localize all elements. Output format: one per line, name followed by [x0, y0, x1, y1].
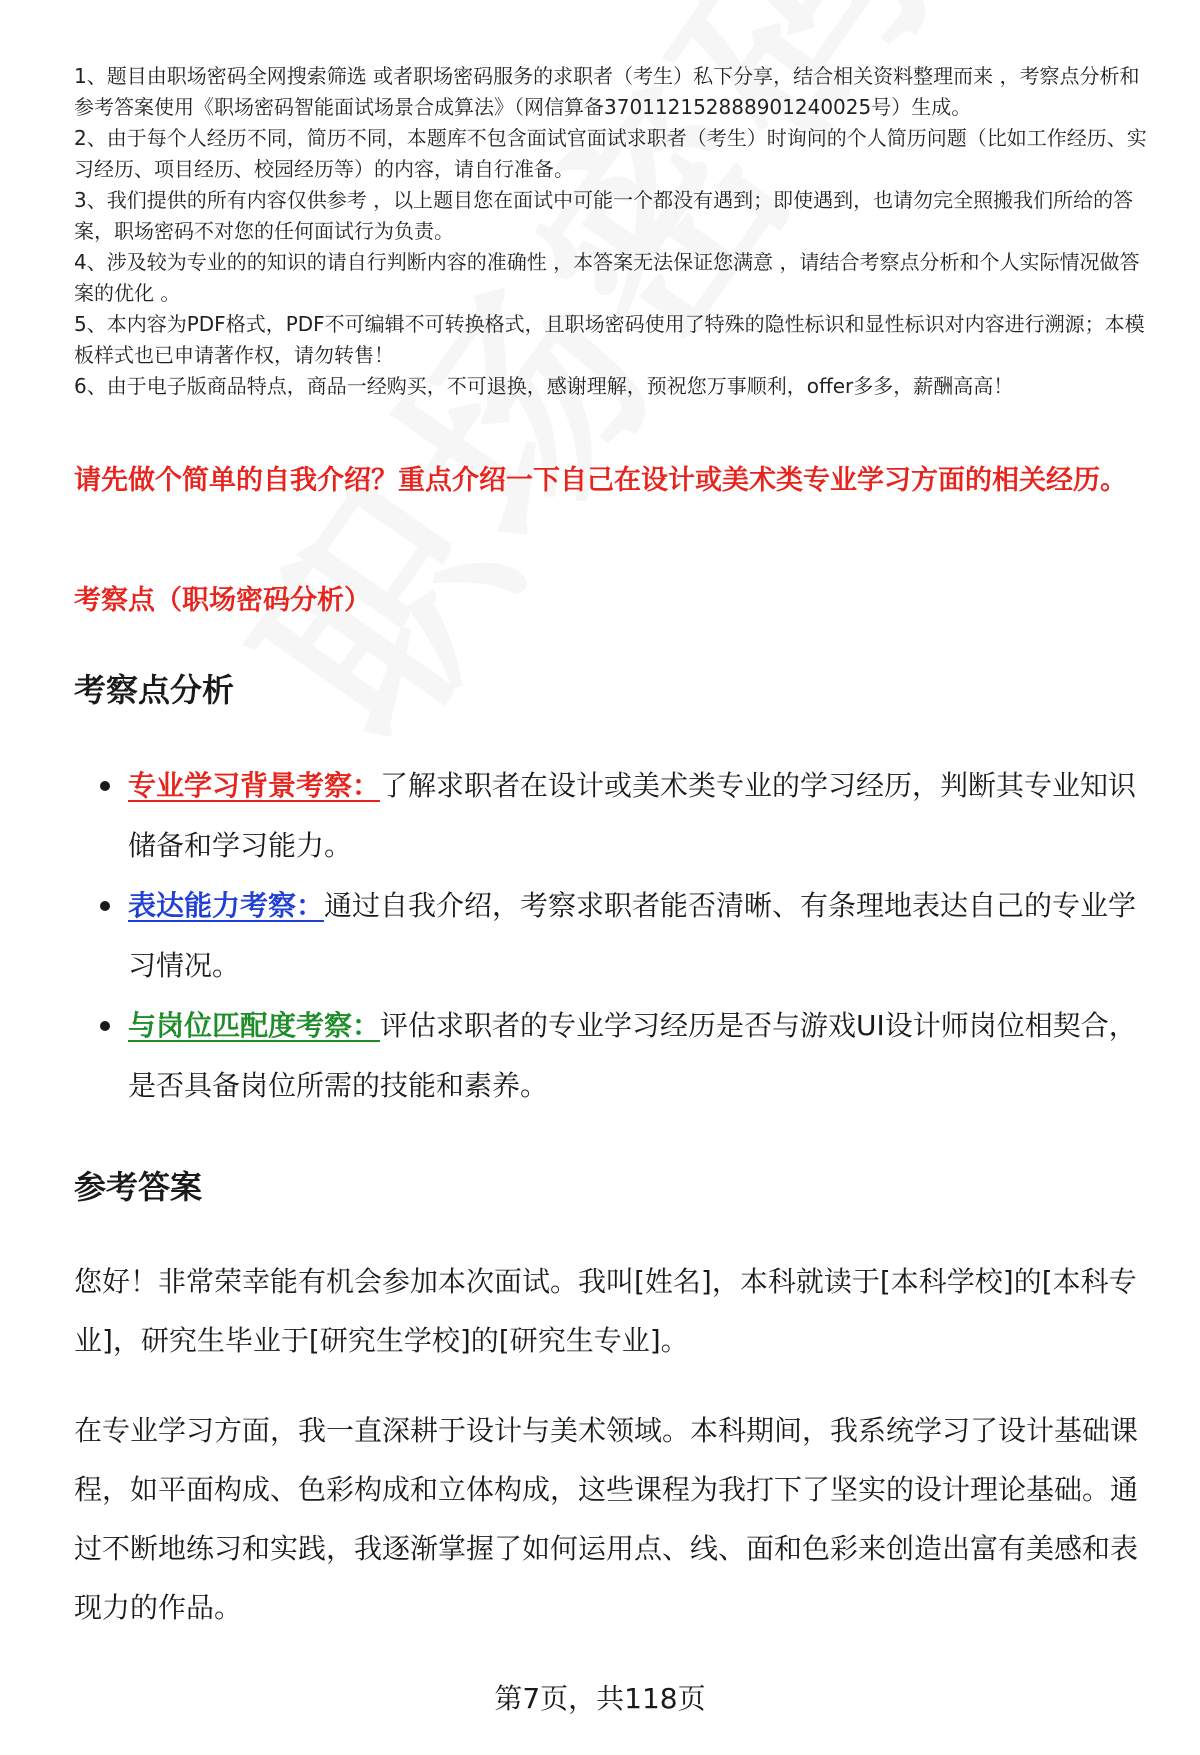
disclaimer-notes: [74, 61, 1154, 402]
analysis-item: [74, 996, 1154, 1116]
note-item: 4、涉及较为专业的的知识的请自行判断内容的准确性 ，本答案无法保证您满意 ，请结合考察点分析和个人实际情况做答案的优化 。: [74, 250, 1140, 305]
note-item: 2、由于每个人经历不同，简历不同，本题库不包含面试官面试求职者（考生）时询问的个人简历问题（比如工作经历、实习经历、项目经历、校园经历等）的内容，请自行准备。: [74, 126, 1147, 181]
analysis-item: [74, 756, 1154, 876]
answer-heading: 参考答案: [74, 1168, 203, 1206]
analysis-keyword: 与岗位匹配度考察：: [128, 1009, 381, 1042]
analysis-text: 通过自我介绍，考察求职者能否清晰、有条理地表达自己的专业学习情况。: [128, 889, 1137, 982]
note-item: 1、题目由职场密码全网搜索筛选 或者职场密码服务的求职者（考生）私下分享，结合相关资料整理而来 ，考察点分析和参考答案使用《职场密码智能面试场景合成算法》（网信算备370112152888901240025号）生成。: [74, 64, 1140, 119]
analysis-keyword: 表达能力考察：: [128, 889, 325, 922]
analysis-text: 了解求职者在设计或美术类专业的学习经历，判断其专业知识储备和学习能力。: [128, 769, 1137, 862]
bullet-dot-icon: [100, 901, 110, 911]
bullet-dot-icon: [100, 1021, 110, 1031]
note-item: 5、本内容为PDF格式，PDF不可编辑不可转换格式，且职场密码使用了特殊的隐性标识和显性标识对内容进行溯源；本模板样式也已申请著作权，请勿转售！: [74, 312, 1145, 367]
analysis-keyword: 专业学习背景考察：: [128, 769, 381, 802]
bullet-dot-icon: [100, 781, 110, 791]
page-number: 第7页，共118页: [494, 1682, 706, 1715]
analysis-item: [74, 876, 1154, 996]
interview-question: 请先做个简单的自我介绍？重点介绍一下自己在设计或美术类专业学习方面的相关经历。: [74, 465, 1127, 496]
analysis-source-label: 考察点（职场密码分析）: [74, 585, 371, 616]
analysis-list: [74, 756, 1154, 1116]
analysis-text: 评估求职者的专业学习经历是否与游戏UI设计师岗位相契合，是否具备岗位所需的技能和素养。: [128, 1009, 1137, 1102]
analysis-heading: 考察点分析: [74, 671, 235, 709]
answer-paragraph: 在专业学习方面，我一直深耕于设计与美术领域。本科期间，我系统学习了设计基础课程，如平面构成、色彩构成和立体构成，这些课程为我打下了坚实的设计理论基础。通过不断地练习和实践，我逐渐掌握了如何运用点、线、面和色彩来创造出富有美感和表现力的作品。: [74, 1414, 1139, 1624]
note-item: 3、我们提供的所有内容仅供参考 ，以上题目您在面试中可能一个都没有遇到；即使遇到，也请勿完全照搬我们所给的答案，职场密码不对您的任何面试行为负责。: [74, 188, 1134, 243]
answer-paragraph: 您好！非常荣幸能有机会参加本次面试。我叫[姓名]，本科就读于[本科学校]的[本科专业]，研究生毕业于[研究生学校]的[研究生专业]。: [74, 1265, 1137, 1357]
note-item: 6、由于电子版商品特点，商品一经购买，不可退换，感谢理解，预祝您万事顺利，offer多多，薪酬高高！: [74, 374, 1014, 398]
